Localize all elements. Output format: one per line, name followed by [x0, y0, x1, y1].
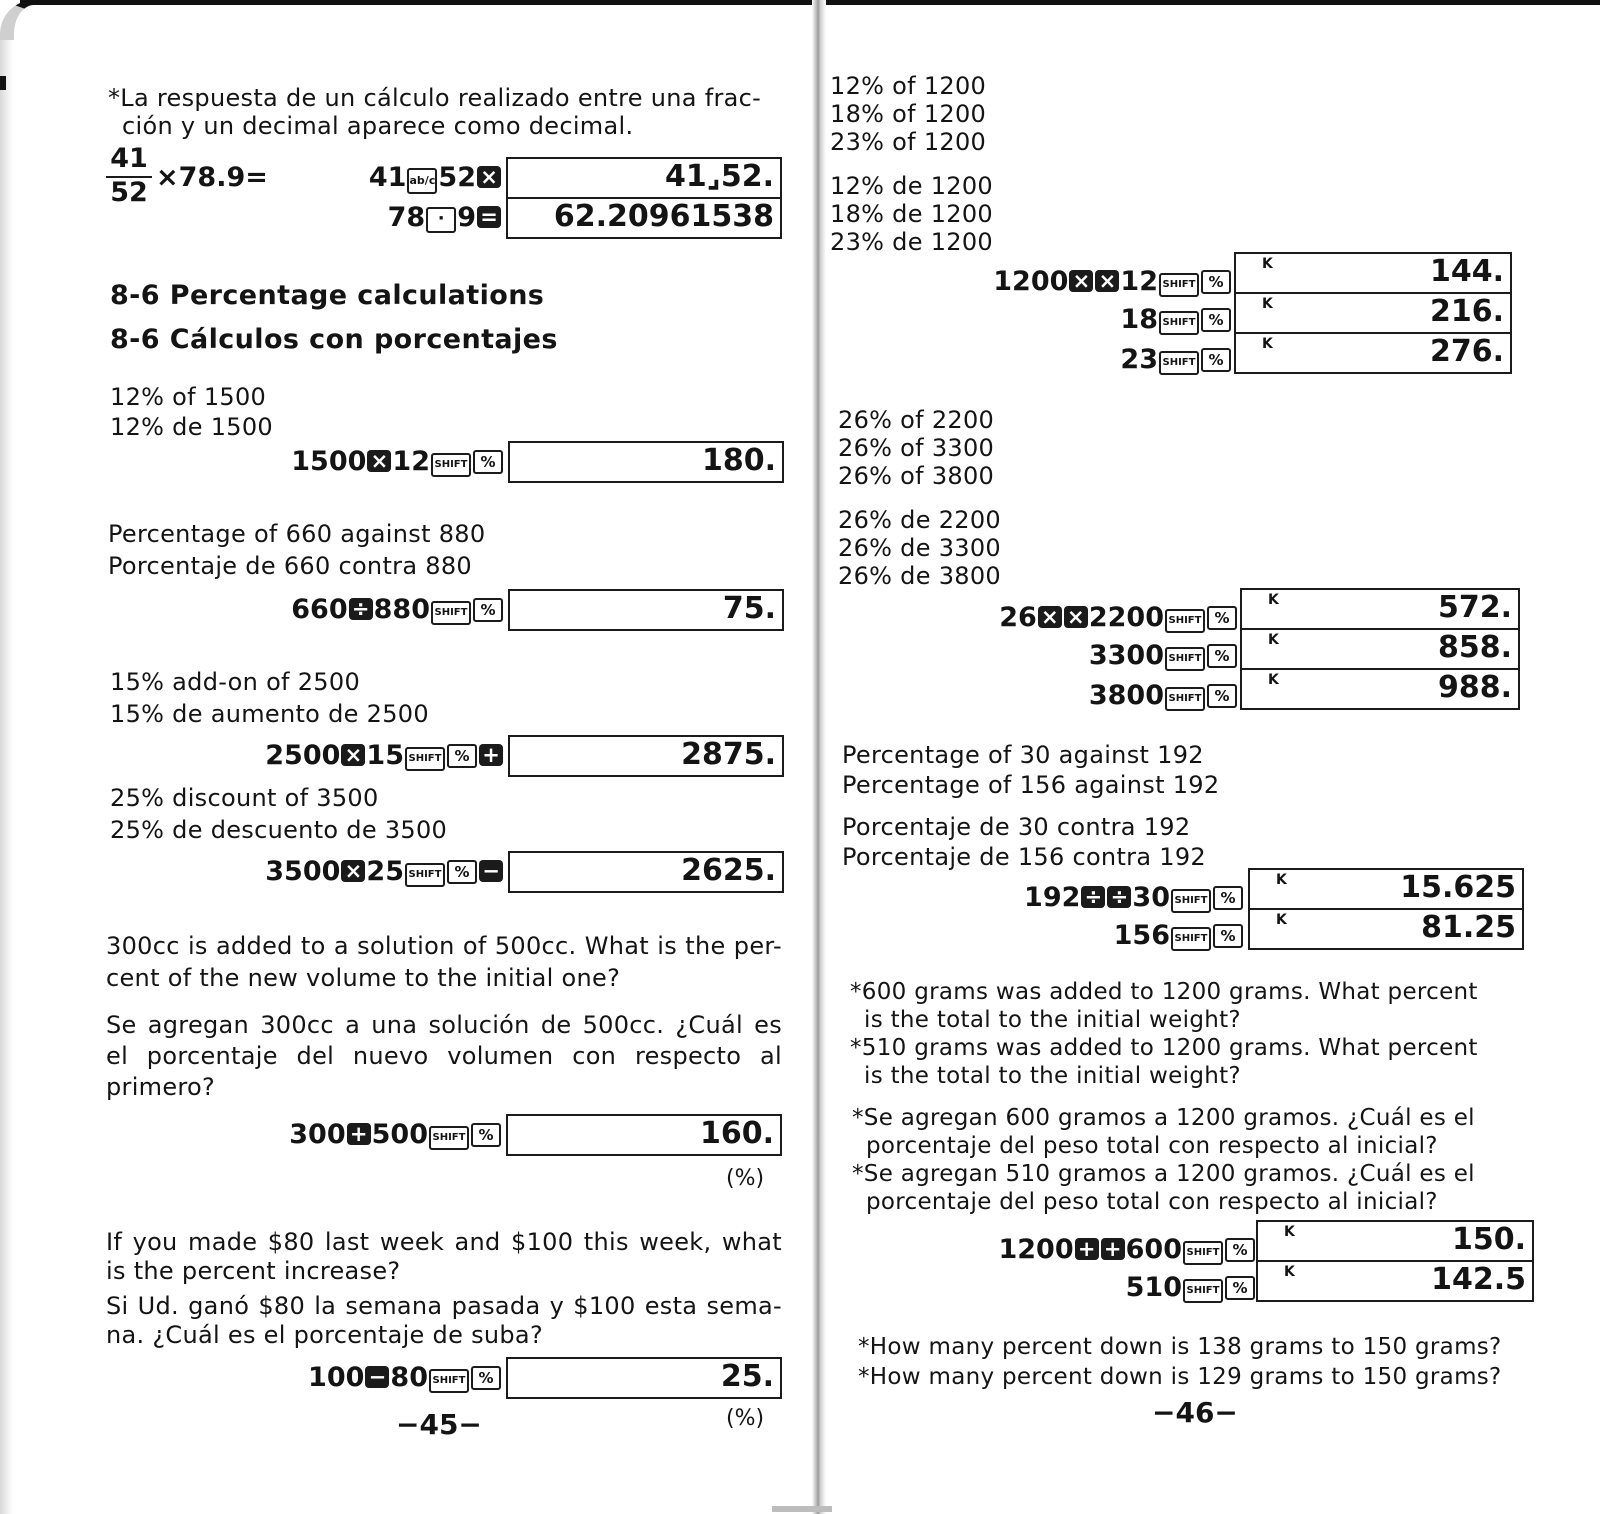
- text-line: 26% of 3800: [838, 462, 995, 490]
- shift-key: SHIFT: [405, 747, 445, 771]
- calc-display: [1240, 628, 1520, 670]
- calc-display: [1234, 252, 1512, 294]
- display-value: 62.20961538: [553, 199, 774, 234]
- example-text: [106, 1228, 782, 1286]
- key-number: 12: [1120, 266, 1158, 297]
- k-indicator: K: [1284, 1264, 1295, 1280]
- divide-key: ÷: [1081, 886, 1105, 908]
- key-number: 156: [1113, 920, 1170, 951]
- text-line: Percentage of 30 against 192: [842, 741, 1204, 769]
- calc-display: [508, 735, 784, 777]
- percent-key: %: [1201, 348, 1231, 372]
- text-line: 12% de 1200: [830, 172, 993, 200]
- display-value: 216.: [1429, 294, 1504, 329]
- key-number: 26: [999, 602, 1037, 633]
- calc-display: [1256, 1260, 1534, 1302]
- multiply-key: ×: [367, 450, 391, 472]
- text-line: Porcentaje de 156 contra 192: [842, 843, 1206, 871]
- text-line: 25% de descuento de 3500: [110, 816, 448, 844]
- equals-key: =: [477, 206, 501, 228]
- divide-key: ÷: [349, 598, 373, 620]
- example-text: [838, 506, 1001, 590]
- multiply-key: ×: [1069, 270, 1093, 292]
- example-text: [110, 782, 447, 846]
- shift-key: SHIFT: [1165, 609, 1205, 633]
- percent-key: %: [447, 860, 477, 884]
- unit-label: (%): [726, 1166, 765, 1191]
- display-value: 572.: [1437, 590, 1512, 625]
- shift-key: SHIFT: [1171, 927, 1211, 951]
- key-number: 30: [1132, 882, 1170, 913]
- text-line: Percentage of 660 against 880: [108, 520, 486, 548]
- calc-display: [1240, 668, 1520, 710]
- calc-display: [508, 441, 784, 483]
- plus-key: +: [1075, 1238, 1099, 1260]
- text-line: porcentaje del peso total con respecto al inicial?: [866, 1133, 1438, 1159]
- display-value: 144.: [1429, 254, 1504, 289]
- key-number: 78: [387, 202, 426, 233]
- key-number: 1500: [291, 446, 367, 477]
- text-line: If you made $80 last week and $100 this week, what: [106, 1228, 782, 1256]
- key-sequence: [289, 1117, 502, 1153]
- example-text: [858, 1332, 1502, 1392]
- multiply-key: ×: [341, 860, 365, 882]
- example-text: [106, 930, 782, 962]
- display-value: 160.: [699, 1116, 774, 1151]
- calc-display: [506, 1114, 782, 1156]
- k-indicator: K: [1262, 256, 1273, 272]
- key-sequence: [1126, 1270, 1256, 1306]
- k-indicator: K: [1262, 336, 1273, 352]
- example-text: [850, 978, 1478, 1090]
- text-line: *How many percent down is 138 grams to 150 grams?: [858, 1334, 1502, 1360]
- display-value: 25.: [720, 1359, 774, 1394]
- shift-key: SHIFT: [1171, 889, 1211, 913]
- display-value: 180.: [701, 443, 776, 478]
- text-line: 26% de 2200: [838, 506, 1001, 534]
- text-line: Percentage of 156 against 192: [842, 771, 1220, 799]
- k-indicator: K: [1268, 672, 1279, 688]
- unit-label: (%): [726, 1406, 765, 1431]
- key-sequence: [999, 600, 1238, 636]
- minus-key: −: [365, 1366, 389, 1388]
- key-number: 300: [289, 1119, 346, 1150]
- text-line: is the total to the initial weight?: [864, 1007, 1241, 1033]
- key-sequence: [265, 738, 504, 774]
- key-number: 3500: [265, 856, 341, 887]
- percent-key: %: [1201, 308, 1231, 332]
- page-number: −45−: [396, 1408, 482, 1441]
- key-sequence: [1120, 302, 1232, 338]
- shift-key: SHIFT: [405, 863, 445, 887]
- multiply-key: ×: [1064, 606, 1088, 628]
- percent-key: %: [1225, 1276, 1255, 1300]
- plus-key: +: [1101, 1238, 1125, 1260]
- calc-display: [1240, 588, 1520, 630]
- key-number: 500: [371, 1119, 428, 1150]
- fraction-numerator: 41: [110, 143, 148, 174]
- key-number: 1200: [993, 266, 1069, 297]
- percent-key: %: [471, 1123, 501, 1147]
- k-indicator: K: [1268, 592, 1279, 608]
- example-text: [852, 1104, 1475, 1216]
- key-sequence: [308, 1360, 502, 1396]
- divide-key: ÷: [1107, 886, 1131, 908]
- example-text: [106, 1010, 782, 1103]
- fraction-denominator: 52: [106, 176, 152, 208]
- key-sequence: [1114, 918, 1244, 954]
- k-indicator: K: [1276, 872, 1287, 888]
- text-line: el porcentaje del nuevo volumen con respecto al: [106, 1042, 782, 1070]
- fraction-expression: [156, 162, 268, 193]
- calc-display: [1234, 292, 1512, 334]
- fraction-key: ab/c: [407, 168, 437, 194]
- text-line: 12% de 1500: [110, 413, 273, 441]
- k-indicator: K: [1276, 912, 1287, 928]
- key-sequence: [265, 854, 504, 890]
- key-sequence: [998, 1232, 1256, 1268]
- k-indicator: K: [1268, 632, 1279, 648]
- key-sequence: [1089, 638, 1238, 674]
- key-number: 510: [1125, 1272, 1182, 1303]
- text-line: 26% de 3800: [838, 562, 1001, 590]
- key-number: 1200: [998, 1234, 1074, 1265]
- fraction: [106, 144, 152, 208]
- display-value: 75.: [722, 591, 776, 626]
- k-indicator: K: [1262, 296, 1273, 312]
- percent-key: %: [1207, 606, 1237, 630]
- display-value: 2625.: [681, 853, 776, 888]
- shift-key: SHIFT: [431, 453, 471, 477]
- display-value: 142.5: [1431, 1262, 1526, 1297]
- note-line: ción y un decimal aparece como decimal.: [122, 112, 634, 140]
- key-number: 23: [1120, 344, 1158, 375]
- display-value: 276.: [1429, 334, 1504, 369]
- example-text: [106, 1292, 782, 1350]
- multiply-key: ×: [341, 744, 365, 766]
- percent-key: %: [473, 598, 503, 622]
- percent-key: %: [1207, 644, 1237, 668]
- text-line: *600 grams was added to 1200 grams. What percent: [850, 979, 1478, 1005]
- page-number: −46−: [1152, 1396, 1238, 1429]
- key-number: 25: [366, 856, 404, 887]
- right-page: [820, 0, 1600, 1514]
- example-text: [110, 666, 429, 730]
- key-sequence: [291, 592, 504, 628]
- example-text: [108, 518, 485, 582]
- key-number: 880: [373, 594, 430, 625]
- calc-display: [1256, 1220, 1534, 1262]
- text-line: Si Ud. ganó $80 la semana pasada y $100 esta sema-: [106, 1292, 782, 1320]
- fraction-rest: ×78.9=: [156, 162, 268, 193]
- percent-key: %: [1213, 924, 1243, 948]
- display-value: 81.25: [1421, 910, 1516, 945]
- minus-key: −: [479, 860, 503, 882]
- key-sequence: [1024, 880, 1244, 916]
- shift-key: SHIFT: [1159, 311, 1199, 335]
- key-number: 9: [457, 202, 476, 233]
- key-number: 192: [1024, 882, 1081, 913]
- example-text: [830, 172, 993, 256]
- text-line: 15% de aumento de 2500: [110, 700, 429, 728]
- text-line: 18% de 1200: [830, 200, 993, 228]
- text-line: cent of the new volume to the initial one?: [106, 964, 621, 992]
- key-sequence: [993, 264, 1232, 300]
- text-line: *How many percent down is 129 grams to 150 grams?: [858, 1364, 1502, 1390]
- decimal-key: ·: [426, 207, 456, 233]
- multiply-key: ×: [477, 166, 501, 188]
- text-line: Porcentaje de 660 contra 880: [108, 552, 472, 580]
- percent-key: %: [447, 744, 477, 768]
- display-value: 15.625: [1400, 870, 1516, 905]
- calc-display: [506, 197, 782, 239]
- text-line: *Se agregan 600 gramos a 1200 gramos. ¿Cuál es el: [852, 1105, 1475, 1131]
- key-sequence: [369, 160, 502, 196]
- shift-key: SHIFT: [1165, 647, 1205, 671]
- key-number: 15: [366, 740, 404, 771]
- key-sequence: [291, 444, 504, 480]
- text-line: 23% de 1200: [830, 228, 993, 256]
- shift-key: SHIFT: [1159, 273, 1199, 297]
- key-number: 2500: [265, 740, 341, 771]
- text-line: is the total to the initial weight?: [864, 1063, 1241, 1089]
- display-value: 41⌟52.: [665, 159, 774, 194]
- fraction-note: [108, 84, 761, 140]
- key-number: 41: [368, 162, 407, 193]
- shift-key: SHIFT: [1183, 1279, 1223, 1303]
- text-line: 26% of 2200: [838, 406, 995, 434]
- display-value: 2875.: [681, 737, 776, 772]
- calc-display: [506, 1357, 782, 1399]
- multiply-key: ×: [1038, 606, 1062, 628]
- percent-key: %: [473, 450, 503, 474]
- text-line: 23% of 1200: [830, 128, 987, 156]
- text-line: 26% of 3300: [838, 434, 995, 462]
- shift-key: SHIFT: [1183, 1241, 1223, 1265]
- text-line: 15% add-on of 2500: [110, 668, 361, 696]
- plus-key: +: [347, 1123, 371, 1145]
- multiply-key: ×: [1095, 270, 1119, 292]
- text-line: 18% of 1200: [830, 100, 987, 128]
- percent-key: %: [1207, 684, 1237, 708]
- example-text: [842, 740, 1219, 800]
- calc-display: [1248, 868, 1524, 910]
- note-line: *La respuesta de un cálculo realizado entre una frac-: [108, 84, 762, 112]
- text-line: 12% of 1500: [110, 383, 267, 411]
- display-value: 858.: [1437, 630, 1512, 665]
- text-line: primero?: [106, 1073, 216, 1101]
- percent-key: %: [1225, 1238, 1255, 1262]
- section-heading-es: 8-6 Cálculos con porcentajes: [110, 324, 558, 355]
- calc-display: [1234, 332, 1512, 374]
- key-number: 80: [390, 1362, 428, 1393]
- display-value: 150.: [1451, 1222, 1526, 1257]
- shift-key: SHIFT: [431, 601, 471, 625]
- key-sequence: [1089, 678, 1238, 714]
- key-number: 12: [392, 446, 430, 477]
- k-indicator: K: [1284, 1224, 1295, 1240]
- key-number: 2200: [1088, 602, 1164, 633]
- text-line: na. ¿Cuál es el porcentaje de suba?: [106, 1321, 543, 1349]
- key-number: 600: [1125, 1234, 1182, 1265]
- calc-display: [506, 157, 782, 199]
- key-number: 660: [291, 594, 348, 625]
- text-line: *510 grams was added to 1200 grams. What percent: [850, 1035, 1478, 1061]
- percent-key: %: [1201, 270, 1231, 294]
- shift-key: SHIFT: [1159, 351, 1199, 375]
- key-number: 52: [438, 162, 476, 193]
- text-line: porcentaje del peso total con respecto al inicial?: [866, 1189, 1438, 1215]
- example-text: [842, 812, 1206, 872]
- key-number: 3300: [1088, 640, 1164, 671]
- text-line: Porcentaje de 30 contra 192: [842, 813, 1191, 841]
- text-line: Se agregan 300cc a una solución de 500cc. ¿Cuál es: [106, 1011, 782, 1039]
- section-heading-en: 8-6 Percentage calculations: [110, 280, 545, 311]
- example-text: [838, 406, 994, 490]
- shift-key: SHIFT: [1165, 687, 1205, 711]
- text-line: 26% de 3300: [838, 534, 1001, 562]
- text-line: is the percent increase?: [106, 1257, 401, 1285]
- percent-key: %: [1213, 886, 1243, 910]
- example-text: [830, 72, 986, 156]
- plus-key: +: [479, 744, 503, 766]
- shift-key: SHIFT: [429, 1126, 469, 1150]
- key-number: 100: [308, 1362, 365, 1393]
- key-number: 18: [1120, 304, 1158, 335]
- text-line: 12% of 1200: [830, 72, 987, 100]
- text-line: 25% discount of 3500: [110, 784, 379, 812]
- calc-display: [508, 851, 784, 893]
- shift-key: SHIFT: [429, 1369, 469, 1393]
- key-sequence: [1120, 342, 1232, 378]
- text-line: 300cc is added to a solution of 500cc. What is the per-: [106, 932, 782, 960]
- key-sequence: [388, 200, 502, 236]
- calc-display: [508, 589, 784, 631]
- example-text: [110, 382, 273, 442]
- text-line: *Se agregan 510 gramos a 1200 gramos. ¿Cuál es el: [852, 1161, 1475, 1187]
- key-number: 3800: [1088, 680, 1164, 711]
- calc-display: [1248, 908, 1524, 950]
- percent-key: %: [471, 1366, 501, 1390]
- display-value: 988.: [1437, 670, 1512, 705]
